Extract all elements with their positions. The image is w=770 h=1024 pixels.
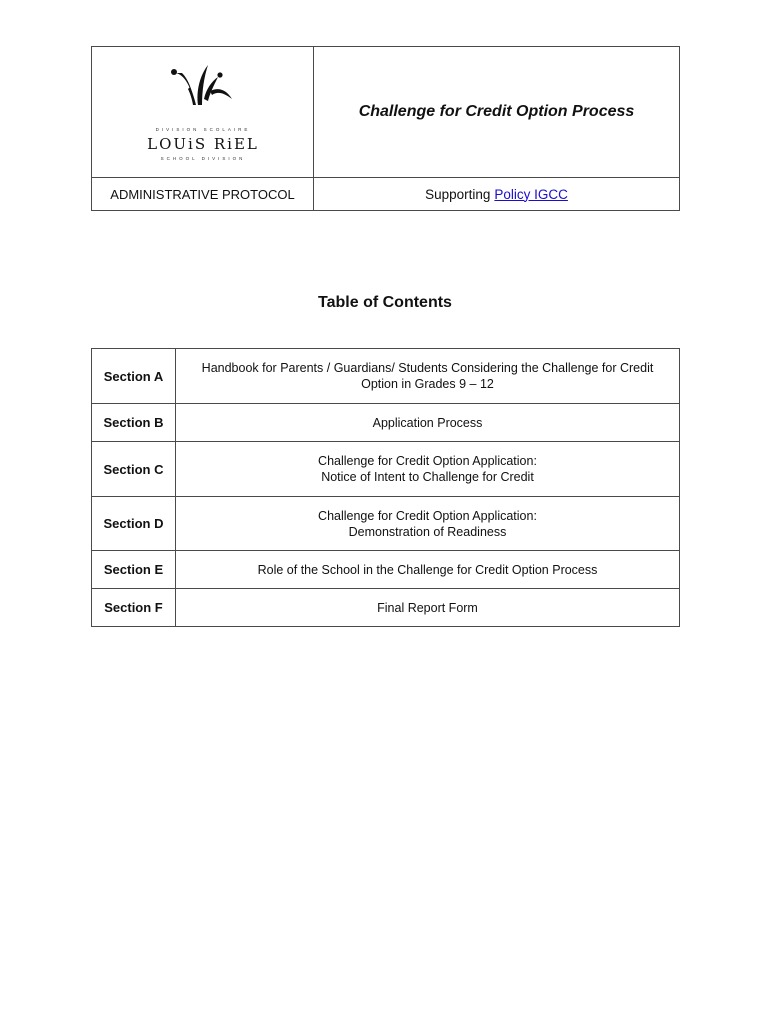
louis-riel-logo-icon xyxy=(162,61,242,121)
toc-section-label: Section B xyxy=(92,404,176,442)
supporting-policy-cell xyxy=(314,178,679,210)
toc-section-label: Section D xyxy=(92,497,176,551)
toc-section-description[interactable] xyxy=(176,551,680,589)
document-title: Challenge for Credit Option Process xyxy=(358,103,635,120)
toc-section-description[interactable] xyxy=(176,497,680,551)
toc-desc-line: Final Report Form xyxy=(377,600,478,615)
toc-section-description[interactable] xyxy=(176,404,680,442)
toc-row xyxy=(92,551,680,589)
toc-row xyxy=(92,349,680,404)
protocol-label: ADMINISTRATIVE PROTOCOL xyxy=(110,186,295,202)
logo-subtitle-bottom: SCHOOL DIVISION xyxy=(160,156,246,161)
toc-section-label: Section E xyxy=(92,551,176,589)
toc-section-label: Section C xyxy=(92,442,176,497)
logo-subtitle-top: DIVISION SCOLAIRE xyxy=(155,127,251,132)
toc-desc-line: Application Process xyxy=(372,415,483,430)
toc-row xyxy=(92,497,680,551)
toc-desc-line: Challenge for Credit Option Application: xyxy=(318,454,537,468)
toc-row xyxy=(92,404,680,442)
toc-section-label: Section A xyxy=(92,349,176,404)
toc-desc-line: Demonstration of Readiness xyxy=(348,524,507,539)
toc-desc-line: Role of the School in the Challenge for Credit Option Process xyxy=(257,562,598,577)
toc-desc-line: Handbook for Parents / Guardians/ Students Considering the Challenge for Credit xyxy=(201,361,654,375)
toc-desc-line: Challenge for Credit Option Application: xyxy=(318,508,537,523)
toc-section-description[interactable] xyxy=(176,349,680,404)
toc-heading: Table of Contents xyxy=(318,294,452,311)
toc-section-description[interactable] xyxy=(176,442,680,497)
logo-name: LOUiS RiEL xyxy=(147,135,259,153)
protocol-cell xyxy=(92,178,314,210)
toc-desc-line: Notice of Intent to Challenge for Credit xyxy=(321,470,534,484)
policy-igcc-link[interactable]: Policy IGCC xyxy=(494,186,568,202)
toc-row xyxy=(92,589,680,627)
toc-section-label: Section F xyxy=(92,589,176,627)
toc-table xyxy=(91,348,680,627)
toc-row xyxy=(92,442,680,497)
toc-section-description[interactable] xyxy=(176,589,680,627)
toc-desc-line: Option in Grades 9 – 12 xyxy=(361,377,494,391)
supporting-label: Supporting xyxy=(425,186,491,202)
header-table xyxy=(91,46,680,211)
logo-cell xyxy=(92,47,314,177)
document-title-cell xyxy=(314,47,679,177)
